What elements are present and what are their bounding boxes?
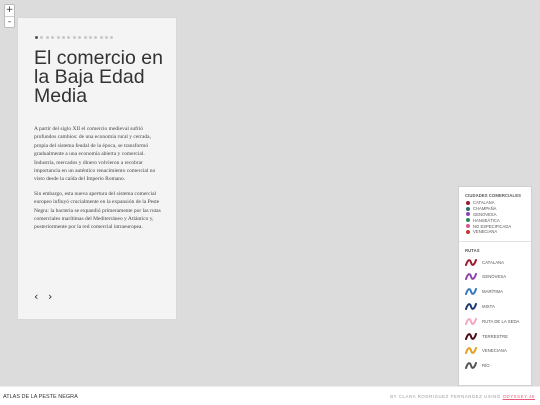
legend-route-item — [465, 255, 531, 270]
odyssey-link[interactable]: ODYSSEY.JS — [502, 394, 535, 399]
slide-indicator — [35, 36, 113, 39]
slide-dot[interactable] — [51, 36, 54, 39]
story-paragraph-1: A partir del siglo XII el comercio medieval sufrió profundos cambios: de una economía rural y cerrada, propia del sistema feudal de la época, se transformó gradualmente a una economía abierta y comercial. Industria, mercados y dinero volvieron a recobrar importancia en un auténtico renacimiento comercial no visto desde la caída del Imperio Romano. — [34, 126, 156, 183]
footer-credit — [390, 394, 535, 399]
route-swatch-icon — [465, 361, 477, 370]
legend-route-item — [465, 314, 531, 329]
legend-route-label: RUTA DE LA SEDA — [482, 318, 520, 324]
legend-routes-list — [459, 255, 531, 373]
slide-dot[interactable] — [67, 36, 70, 39]
legend-route-label: GENOVESA — [482, 274, 507, 280]
legend-city-label: CHAMPAÑA — [473, 206, 497, 212]
legend-route-label: CATALANA — [482, 259, 505, 265]
legend-route-item — [465, 284, 531, 299]
zoom-control — [4, 4, 15, 28]
legend-route-label: MARÍTIMA — [482, 289, 504, 295]
slide-dot[interactable] — [89, 36, 92, 39]
city-dot-icon — [466, 218, 470, 222]
footer-credit-text: BY CLARA RODRIGUEZ FERNANDEZ USING — [390, 394, 501, 399]
route-swatch-icon — [465, 302, 477, 311]
route-swatch-icon — [465, 332, 477, 341]
city-dot-icon — [466, 207, 470, 211]
legend-cities-list — [459, 200, 531, 235]
route-swatch-icon — [465, 258, 477, 267]
slide-dot[interactable] — [100, 36, 103, 39]
slide-dot[interactable] — [78, 36, 81, 39]
legend-city-item — [466, 229, 531, 235]
page-title: El comercio en la Baja Edad Media — [34, 47, 163, 107]
slide-dot[interactable] — [110, 36, 113, 39]
legend-city-label: CATALANA — [473, 200, 495, 206]
slide-dot[interactable] — [73, 36, 76, 39]
legend-route-label: MIXTA — [482, 304, 495, 310]
footer-bar — [0, 386, 540, 405]
prev-slide-icon[interactable]: ‹ — [34, 290, 39, 303]
city-dot-icon — [466, 224, 470, 228]
legend-route-label: VENECIANA — [482, 348, 507, 354]
legend-cities-title: CIUDADES COMERCIALES — [465, 193, 521, 198]
slide-dot[interactable] — [35, 36, 38, 39]
legend-route-item — [465, 344, 531, 359]
story-body — [34, 125, 162, 232]
legend-route-label: TERRESTRE — [482, 333, 509, 339]
story-panel — [17, 17, 177, 320]
route-swatch-icon — [465, 287, 477, 296]
map-legend — [458, 186, 532, 386]
zoom-out-button[interactable]: - — [5, 16, 14, 27]
slide-dot[interactable] — [62, 36, 65, 39]
slide-dot[interactable] — [46, 36, 49, 39]
legend-city-label: VENECIANA — [473, 229, 498, 235]
legend-city-label: NO ESPECIFICADA — [473, 223, 512, 229]
legend-route-item — [465, 329, 531, 344]
slide-dot[interactable] — [94, 36, 97, 39]
slide-dot[interactable] — [105, 36, 108, 39]
story-paragraph-2: Sin embargo, esta nueva apertura del sistema comercial europeo influyó crucialmente en la expansión de la Peste Negra: la bacteria se expandió primeramente por las rutas comerciales marítimas del Mediterráneo y Atlántico y, posteriormente por la red comercial intraeuropea. — [34, 190, 161, 231]
slide-dot[interactable] — [40, 36, 43, 39]
route-swatch-icon — [465, 346, 477, 355]
next-slide-icon[interactable]: › — [48, 290, 53, 303]
route-swatch-icon — [465, 272, 477, 281]
legend-route-item — [465, 270, 531, 285]
legend-routes-title: RUTAS — [465, 247, 480, 253]
legend-route-label: RÍO — [482, 363, 490, 369]
zoom-in-button[interactable]: + — [5, 5, 14, 15]
city-dot-icon — [466, 212, 470, 216]
legend-city-label: HANSEÁTICA — [473, 217, 500, 223]
city-dot-icon — [466, 230, 470, 234]
slide-dot[interactable] — [57, 36, 60, 39]
city-dot-icon — [466, 201, 470, 205]
route-swatch-icon — [465, 317, 477, 326]
legend-city-label: GENOVESA — [473, 211, 497, 217]
legend-divider — [459, 241, 531, 242]
footer-title: ATLAS DE LA PESTE NEGRA — [3, 394, 78, 400]
legend-route-item — [465, 299, 531, 314]
slide-dot[interactable] — [84, 36, 87, 39]
legend-route-item — [465, 358, 531, 373]
